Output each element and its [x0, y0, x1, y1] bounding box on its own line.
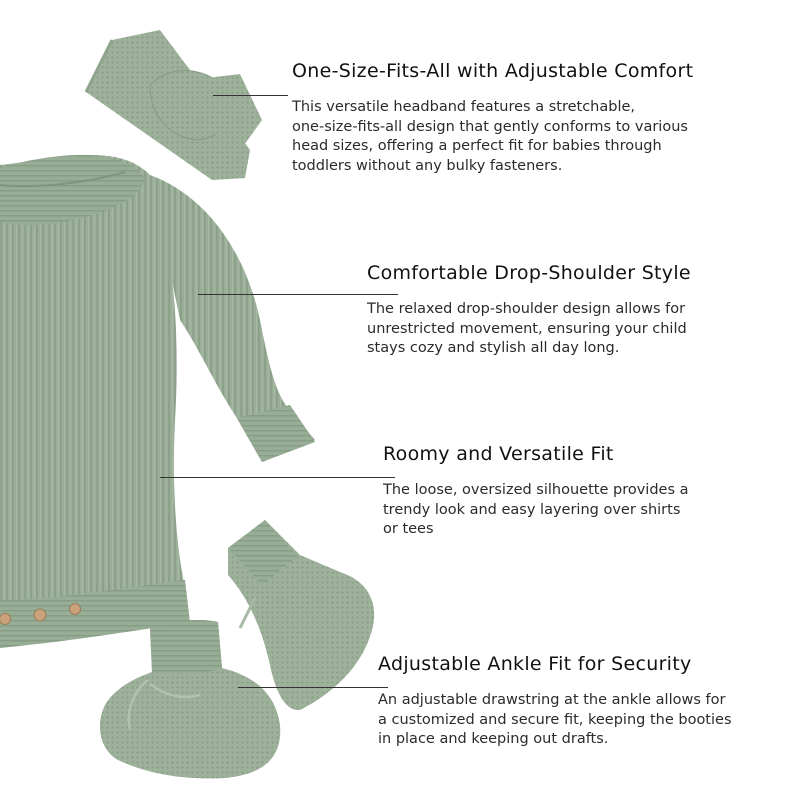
leader-line-fit	[160, 477, 395, 478]
feature-description: The loose, oversized silhouette provides a trendy look and easy layering over shirts or tees	[383, 482, 689, 537]
feature-title: Adjustable Ankle Fit for Security	[378, 653, 692, 675]
feature-title: One-Size-Fits-All with Adjustable Comfort	[292, 60, 694, 82]
feature-description: The relaxed drop-shoulder design allows for unrestricted movement, ensuring your child stays cozy and stylish all day long.	[367, 301, 687, 356]
feature-description: An adjustable drawstring at the ankle allows for a customized and secure fit, keeping the booties in place and keeping out drafts.	[378, 692, 732, 747]
feature-ankle-fit	[378, 653, 732, 750]
feature-description: This versatile headband features a stretchable, one-size-fits-all design that gently conforms to various head sizes, offering a perfect fit for babies through toddlers without any bulky fasteners.	[292, 99, 688, 174]
feature-title: Roomy and Versatile Fit	[383, 443, 614, 465]
leader-line-headband	[213, 95, 288, 96]
feature-roomy-fit	[383, 443, 689, 540]
feature-title: Comfortable Drop-Shoulder Style	[367, 262, 691, 284]
feature-drop-shoulder	[367, 262, 691, 359]
leader-line-ankle	[238, 687, 388, 688]
feature-headband	[292, 60, 693, 176]
